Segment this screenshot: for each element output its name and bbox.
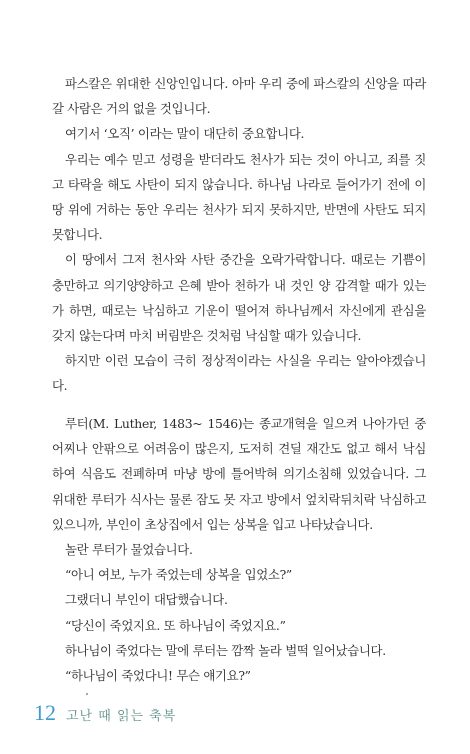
paragraph: 여기서 ‘오직’ 이라는 말이 대단히 중요합니다. bbox=[65, 126, 305, 142]
paragraph: 놀란 루터가 물었습니다. bbox=[65, 542, 193, 558]
text-section-pascal bbox=[52, 71, 426, 399]
text-section-luther bbox=[52, 411, 426, 688]
print-dot bbox=[86, 693, 88, 695]
running-title: 고난 때 읽는 축복 bbox=[66, 709, 177, 724]
paragraph: 이 땅에서 그저 천사와 사탄 중간을 오락가락합니다. 때로는 기쁨이 충만하고 의기양양하고 은혜 받아 천하가 내 것인 양 감격할 때가 있는가 하면, 때로는 낙심하고 기운이 떨어져 하나님께서 자신에게 관심을 갖지 않는다며 마치 버림받은 것처럼 낙심할 때가 있습니다. bbox=[52, 252, 426, 344]
paragraph: 하나님이 죽었다는 말에 루터는 깜짝 놀라 벌떡 일어났습니다. bbox=[65, 642, 386, 658]
dialogue-line: “당신이 죽었지요. 또 하나님이 죽었지요.” bbox=[65, 617, 286, 633]
dialogue-line: “하나님이 죽었다니! 무슨 얘기요?” bbox=[65, 668, 251, 684]
paragraph: 우리는 예수 믿고 성령을 받더라도 천사가 되는 것이 아니고, 죄를 짓고 타락을 해도 사탄이 되지 않습니다. 하나님 나라로 들어가기 전에 이 땅 위에 거하는 동안 우리는 천사가 되지 못하지만, 반면에 사탄도 되지 못합니다. bbox=[52, 151, 426, 243]
paragraph: 그랬더니 부인이 대답했습니다. bbox=[65, 592, 228, 608]
paragraph: 루터(M. Luther, 1483~ 1546)는 종교개혁을 일으켜 나아가던 중 어찌나 안팎으로 어려움이 많은지, 도저히 견딜 재간도 없고 해서 낙심하여 식음도 전폐하며 마냥 방에 틀어박혀 의기소침해 있었습니다. 그 위대한 루터가 식사는 물론 잠도 못 자고 방에서 엎치락뒤치락 낙심하고 있으니까, 부인이 초상집에서 입는 상복을 입고 나타났습니다. bbox=[52, 416, 426, 532]
dialogue-line: “아니 여보, 누가 죽었는데 상복을 입었소?” bbox=[65, 567, 292, 583]
paragraph: 하지만 이런 모습이 극히 정상적이라는 사실을 우리는 알아야겠습니다. bbox=[52, 353, 426, 394]
paragraph: 파스칼은 위대한 신앙인입니다. 아마 우리 중에 파스칼의 신앙을 따라갈 사람은 거의 없을 것입니다. bbox=[52, 76, 426, 117]
page-number: 12 bbox=[34, 700, 56, 725]
page-footer bbox=[34, 700, 176, 730]
